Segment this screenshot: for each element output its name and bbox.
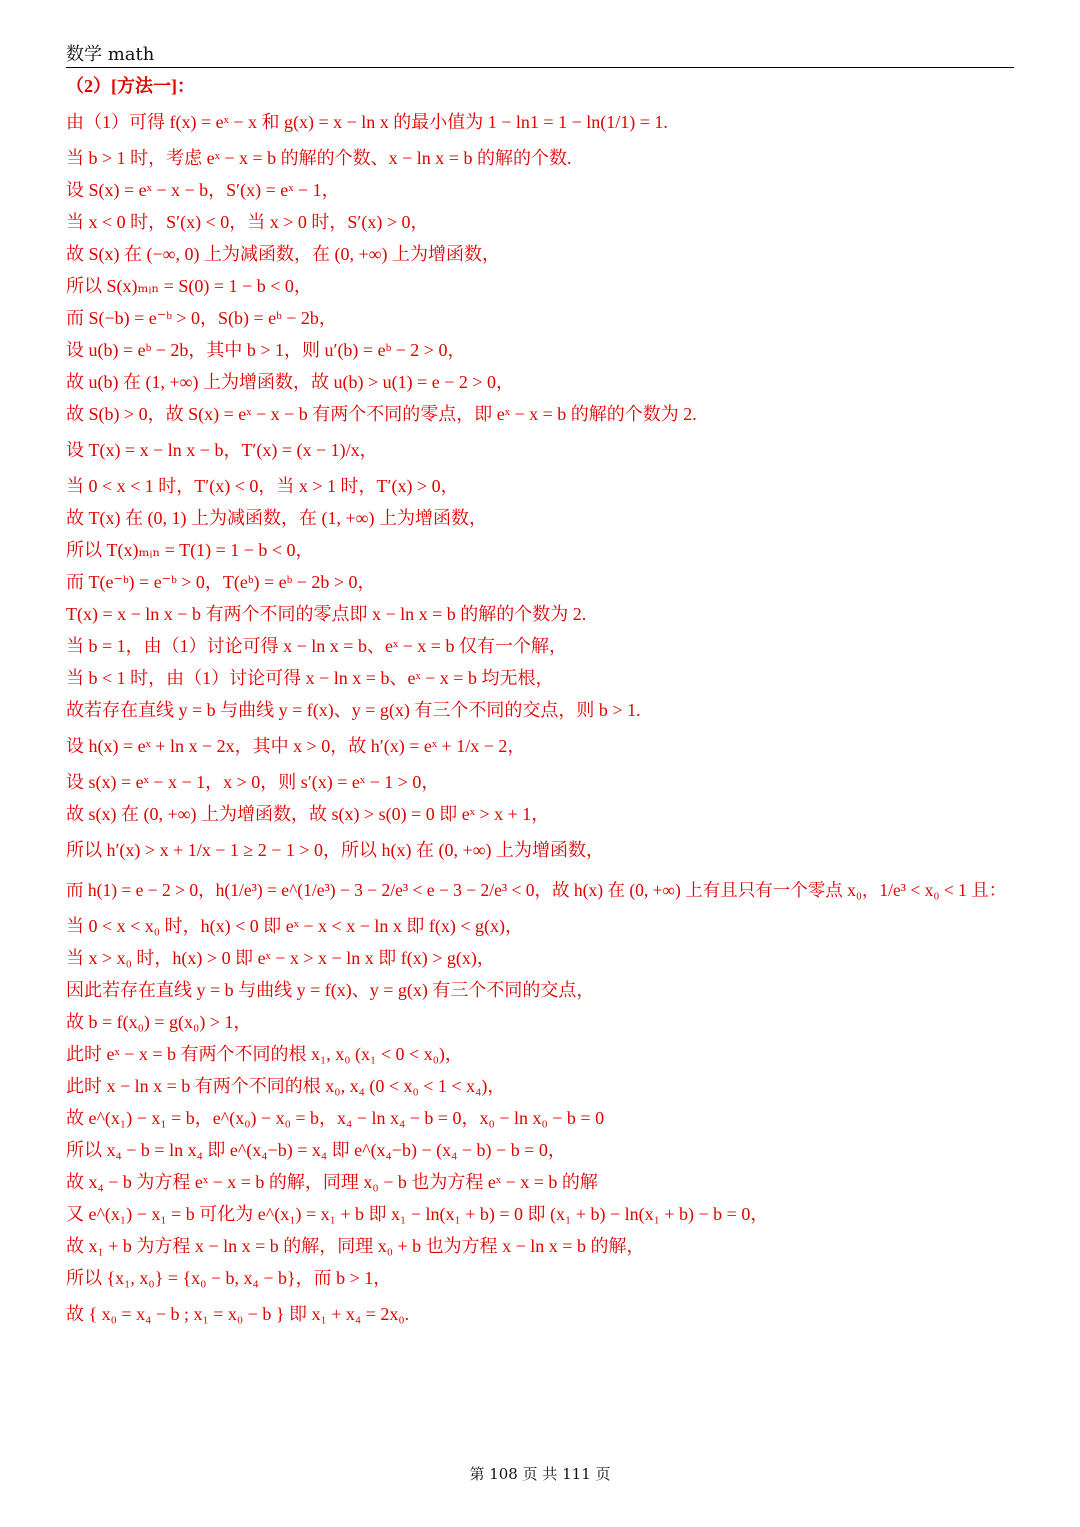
header-divider (66, 67, 1014, 68)
solution-line: 故 S(b) > 0，故 S(x) = eˣ − x − b 有两个不同的零点，即 eˣ − x = b 的解的个数为 2. (66, 404, 697, 424)
solution-line: 所以 h′(x) > x + 1/x − 1 ≥ 2 − 1 > 0，所以 h(x) 在 (0, +∞) 上为增函数， (66, 840, 605, 860)
solution-line: 所以 S(x)ₘᵢₙ = S(0) = 1 − b < 0， (66, 276, 312, 296)
solution-line: 设 s(x) = eˣ − x − 1，x > 0，则 s′(x) = eˣ − 1 > 0， (66, 772, 440, 792)
solution-line: 因此若存在直线 y = b 与曲线 y = f(x)、y = g(x) 有三个不同的交点， (66, 980, 595, 1000)
solution-line: 此时 x − ln x = b 有两个不同的根 x₀, x₄ (0 < x₀ < 1 < x₄)， (66, 1076, 506, 1096)
solution-body (66, 70, 1014, 1334)
solution-line: 故 x₄ − b 为方程 eˣ − x = b 的解，同理 x₀ − b 也为方程 eˣ − x = b 的解 (66, 1172, 598, 1192)
solution-line: 所以 x₄ − b = ln x₄ 即 e^(x₄−b) = x₄ 即 e^(x₄−b) − (x₄ − b) − b = 0， (66, 1140, 566, 1160)
solution-line: 故 u(b) 在 (1, +∞) 上为增函数，故 u(b) > u(1) = e − 2 > 0， (66, 372, 515, 392)
solution-line: 故 s(x) 在 (0, +∞) 上为增函数，故 s(x) > s(0) = 0 即 eˣ > x + 1， (66, 804, 550, 824)
solution-line: 设 h(x) = eˣ + ln x − 2x，其中 x > 0，故 h′(x) = eˣ + 1/x − 2， (66, 736, 526, 756)
solution-line: 故若存在直线 y = b 与曲线 y = f(x)、y = g(x) 有三个不同的交点，则 b > 1. (66, 700, 641, 720)
solution-line: 故 e^(x₁) − x₁ = b，e^(x₀) − x₀ = b，x₄ − ln x₄ − b = 0，x₀ − ln x₀ − b = 0 (66, 1108, 605, 1128)
solution-line: 当 b < 1 时，由（1）讨论可得 x − ln x = b、eˣ − x = b 均无根， (66, 668, 554, 688)
solution-line: 又 e^(x₁) − x₁ = b 可化为 e^(x₁) = x₁ + b 即 x₁ − ln(x₁ + b) = 0 即 (x₁ + b) − ln(x₁ + b) − b = 0， (66, 1204, 769, 1224)
solution-line: 当 0 < x < 1 时，T′(x) < 0，当 x > 1 时，T′(x) > 0， (66, 476, 459, 496)
solution-line: 当 b = 1，由（1）讨论可得 x − ln x = b、eˣ − x = b 仅有一个解， (66, 636, 567, 656)
solution-line: 设 S(x) = eˣ − x − b，S′(x) = eˣ − 1， (66, 180, 340, 200)
solution-line: 当 x < 0 时，S′(x) < 0，当 x > 0 时，S′(x) > 0， (66, 212, 429, 232)
method-label: （2）[方法一]： (66, 76, 195, 96)
solution-line: 故 b = f(x₀) = g(x₀) > 1， (66, 1012, 252, 1032)
solution-line: 而 S(−b) = e⁻ᵇ > 0，S(b) = eᵇ − 2b， (66, 308, 337, 328)
solution-line: T(x) = x − ln x − b 有两个不同的零点即 x − ln x = b 的解的个数为 2. (66, 604, 587, 624)
solution-line: 当 x > x₀ 时，h(x) > 0 即 eˣ − x > x − ln x 即 f(x) > g(x)， (66, 948, 495, 968)
solution-line: 故 { x₀ = x₄ − b ; x₁ = x₀ − b } 即 x₁ + x₄ = 2x₀. (66, 1304, 410, 1324)
solution-line: 而 h(1) = e − 2 > 0，h(1/e³) = e^(1/e³) − 3 − 2/e³ < e − 3 − 2/e³ < 0，故 h(x) 在 (0, +∞) 上有且只有一个零点 x₀，1/e³ < x₀ < 1 且： (66, 880, 1007, 900)
page-header: 数学 math (66, 44, 155, 65)
solution-line: 而 T(e⁻ᵇ) = e⁻ᵇ > 0，T(eᵇ) = eᵇ − 2b > 0， (66, 572, 376, 592)
solution-line: 当 0 < x < x₀ 时，h(x) < 0 即 eˣ − x < x − ln x 即 f(x) < g(x)， (66, 916, 523, 936)
solution-line: 故 T(x) 在 (0, 1) 上为减函数，在 (1, +∞) 上为增函数， (66, 508, 487, 528)
solution-line: 所以 T(x)ₘᵢₙ = T(1) = 1 − b < 0， (66, 540, 314, 560)
solution-line: 当 b > 1 时，考虑 eˣ − x = b 的解的个数、x − ln x = b 的解的个数. (66, 148, 572, 168)
solution-line: 故 x₁ + b 为方程 x − ln x = b 的解，同理 x₀ + b 也为方程 x − ln x = b 的解， (66, 1236, 645, 1256)
solution-line: 设 u(b) = eᵇ − 2b，其中 b > 1，则 u′(b) = eᵇ − 2 > 0， (66, 340, 466, 360)
solution-line: 所以 {x₁, x₀} = {x₀ − b, x₄ − b}，而 b > 1， (66, 1268, 392, 1288)
solution-line: 设 T(x) = x − ln x − b，T′(x) = (x − 1)/x， (66, 440, 378, 460)
solution-line: 故 S(x) 在 (−∞, 0) 上为减函数，在 (0, +∞) 上为增函数， (66, 244, 500, 264)
solution-line: 此时 eˣ − x = b 有两个不同的根 x₁, x₀ (x₁ < 0 < x₀)， (66, 1044, 463, 1064)
solution-line: 由（1）可得 f(x) = eˣ − x 和 g(x) = x − ln x 的最小值为 1 − ln1 = 1 − ln(1/1) = 1. (66, 112, 668, 132)
page-footer: 第 108 页 共 111 页 (469, 1465, 611, 1483)
